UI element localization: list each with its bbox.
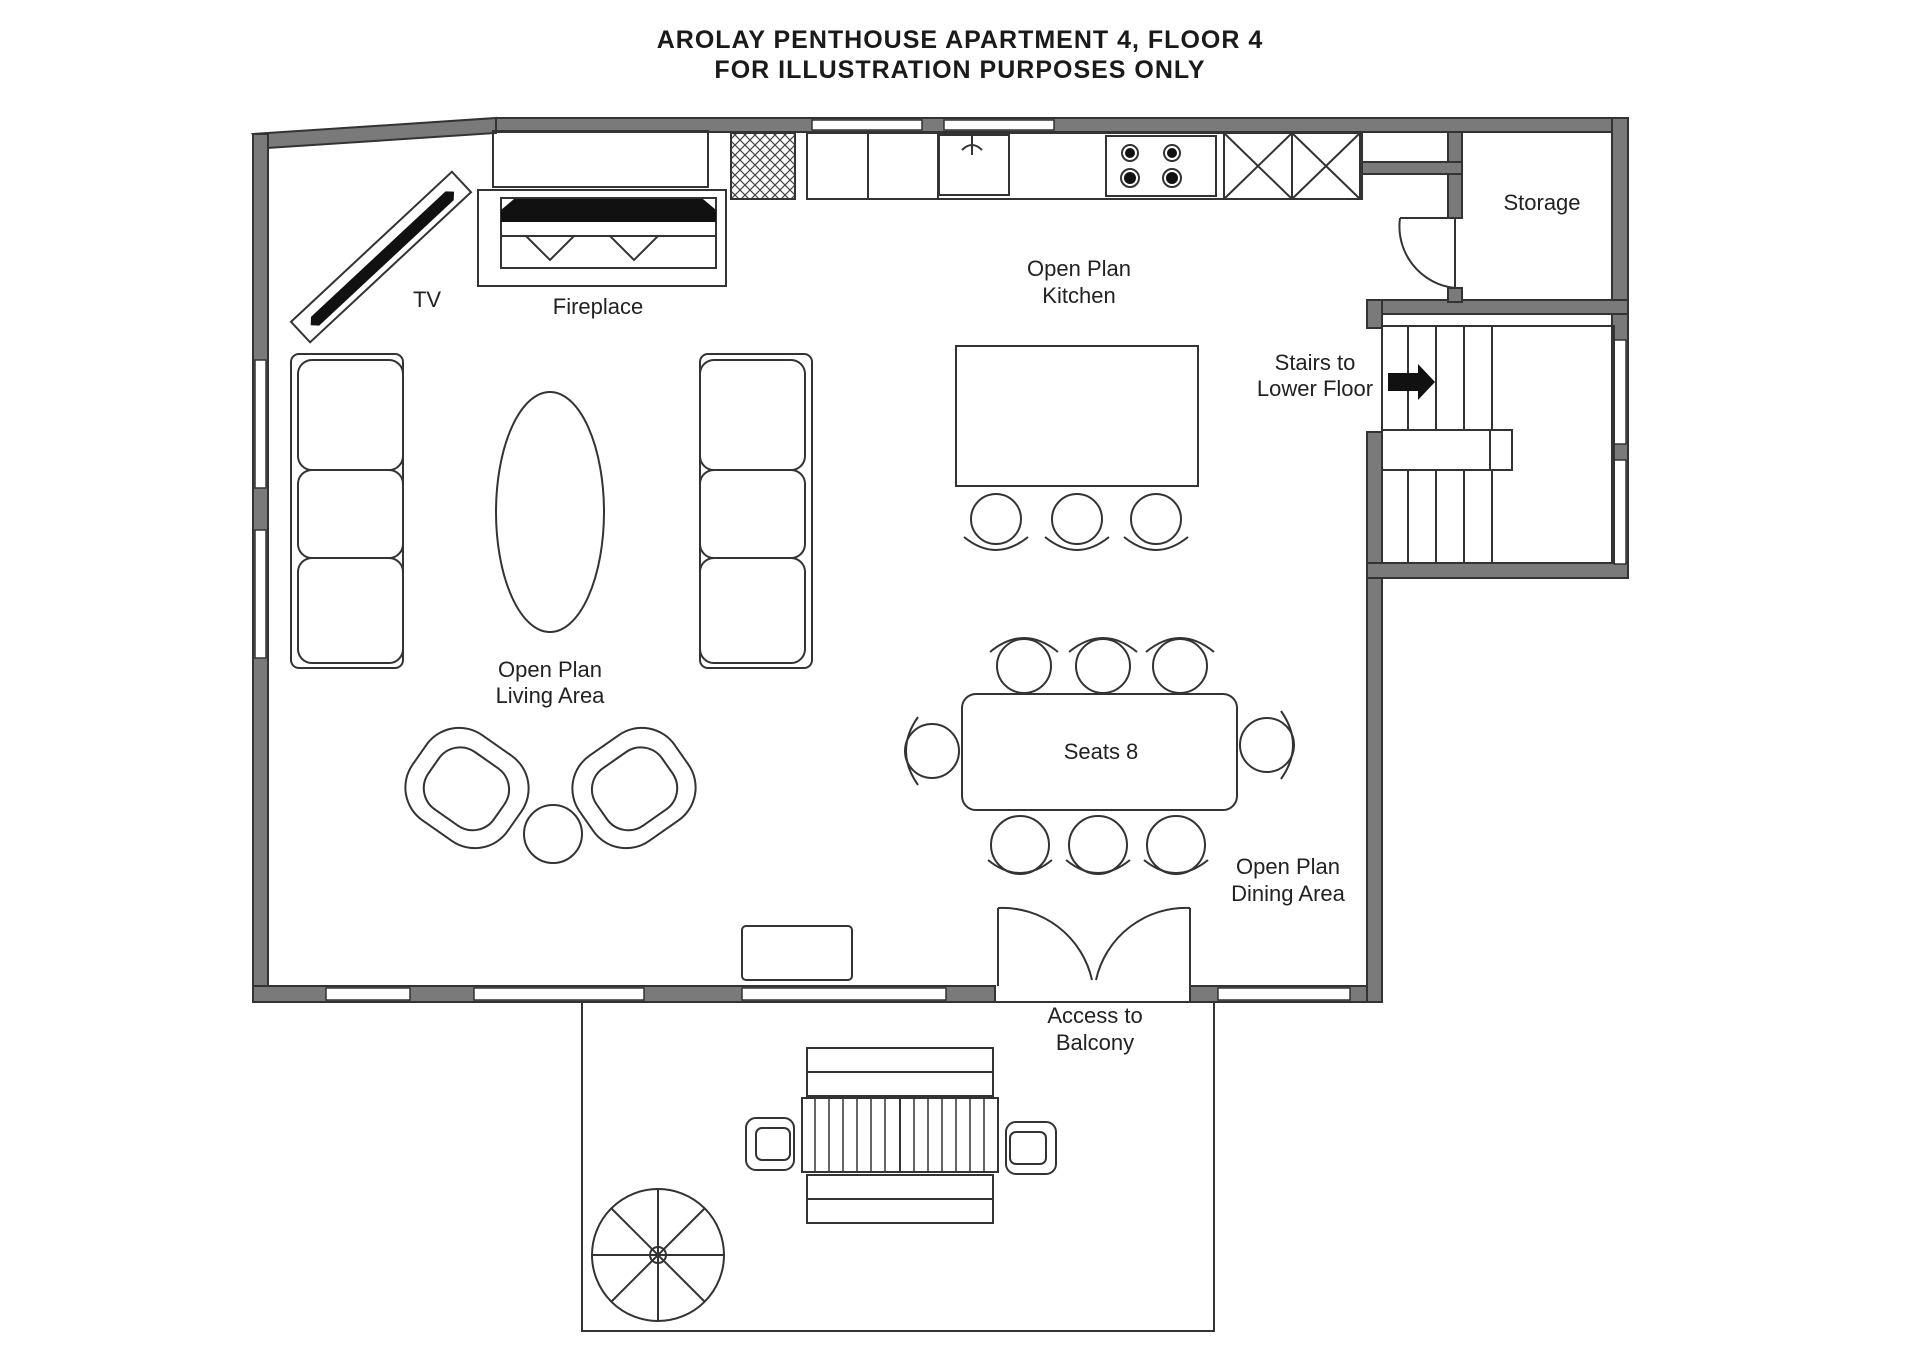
fireplace-label: Fireplace — [552, 294, 644, 319]
plan-title: AROLAY PENTHOUSE APARTMENT 4, FLOOR 4 — [656, 26, 1264, 54]
dining-label-line2: Dining Area — [1231, 881, 1345, 906]
stairs-label-line2: Lower Floor — [1256, 376, 1374, 401]
tv — [291, 172, 471, 343]
parasol-icon — [592, 1189, 724, 1321]
balcony-label-line2: Balcony — [1055, 1030, 1135, 1055]
armchair-left — [390, 712, 545, 864]
balcony-doors — [998, 908, 1190, 986]
kitchen-label-line1: Open Plan — [1027, 256, 1131, 281]
kitchen-counter — [731, 133, 1362, 199]
storage-label: Storage — [1503, 190, 1581, 215]
side-table — [524, 805, 582, 863]
fireplace — [478, 131, 726, 286]
stairs-label-line1: Stairs to — [1274, 350, 1356, 375]
sofa-right — [700, 354, 812, 668]
dining-label-line1: Open Plan — [1236, 854, 1340, 879]
balcony-label-line1: Access to — [1047, 1003, 1143, 1028]
stairs-arrow-icon — [1388, 364, 1435, 400]
plan-subtitle: FOR ILLUSTRATION PURPOSES ONLY — [714, 56, 1206, 84]
balcony-table-set — [746, 1048, 1056, 1223]
living-label-line1: Open Plan — [498, 657, 602, 682]
tv-label: TV — [412, 287, 442, 312]
armchair-right — [557, 712, 712, 864]
console-table — [742, 926, 852, 980]
kitchen-label-line2: Kitchen — [1042, 283, 1116, 308]
sofa-left — [291, 354, 403, 668]
storage-door — [1399, 218, 1455, 288]
stairs — [1382, 326, 1614, 563]
exterior-walls — [253, 118, 1628, 1002]
kitchen-island — [956, 346, 1198, 486]
coffee-table — [496, 392, 604, 632]
living-label-line2: Living Area — [495, 683, 605, 708]
bar-stools — [964, 494, 1188, 550]
table-label: Seats 8 — [1063, 739, 1139, 764]
windows — [255, 120, 1626, 1000]
